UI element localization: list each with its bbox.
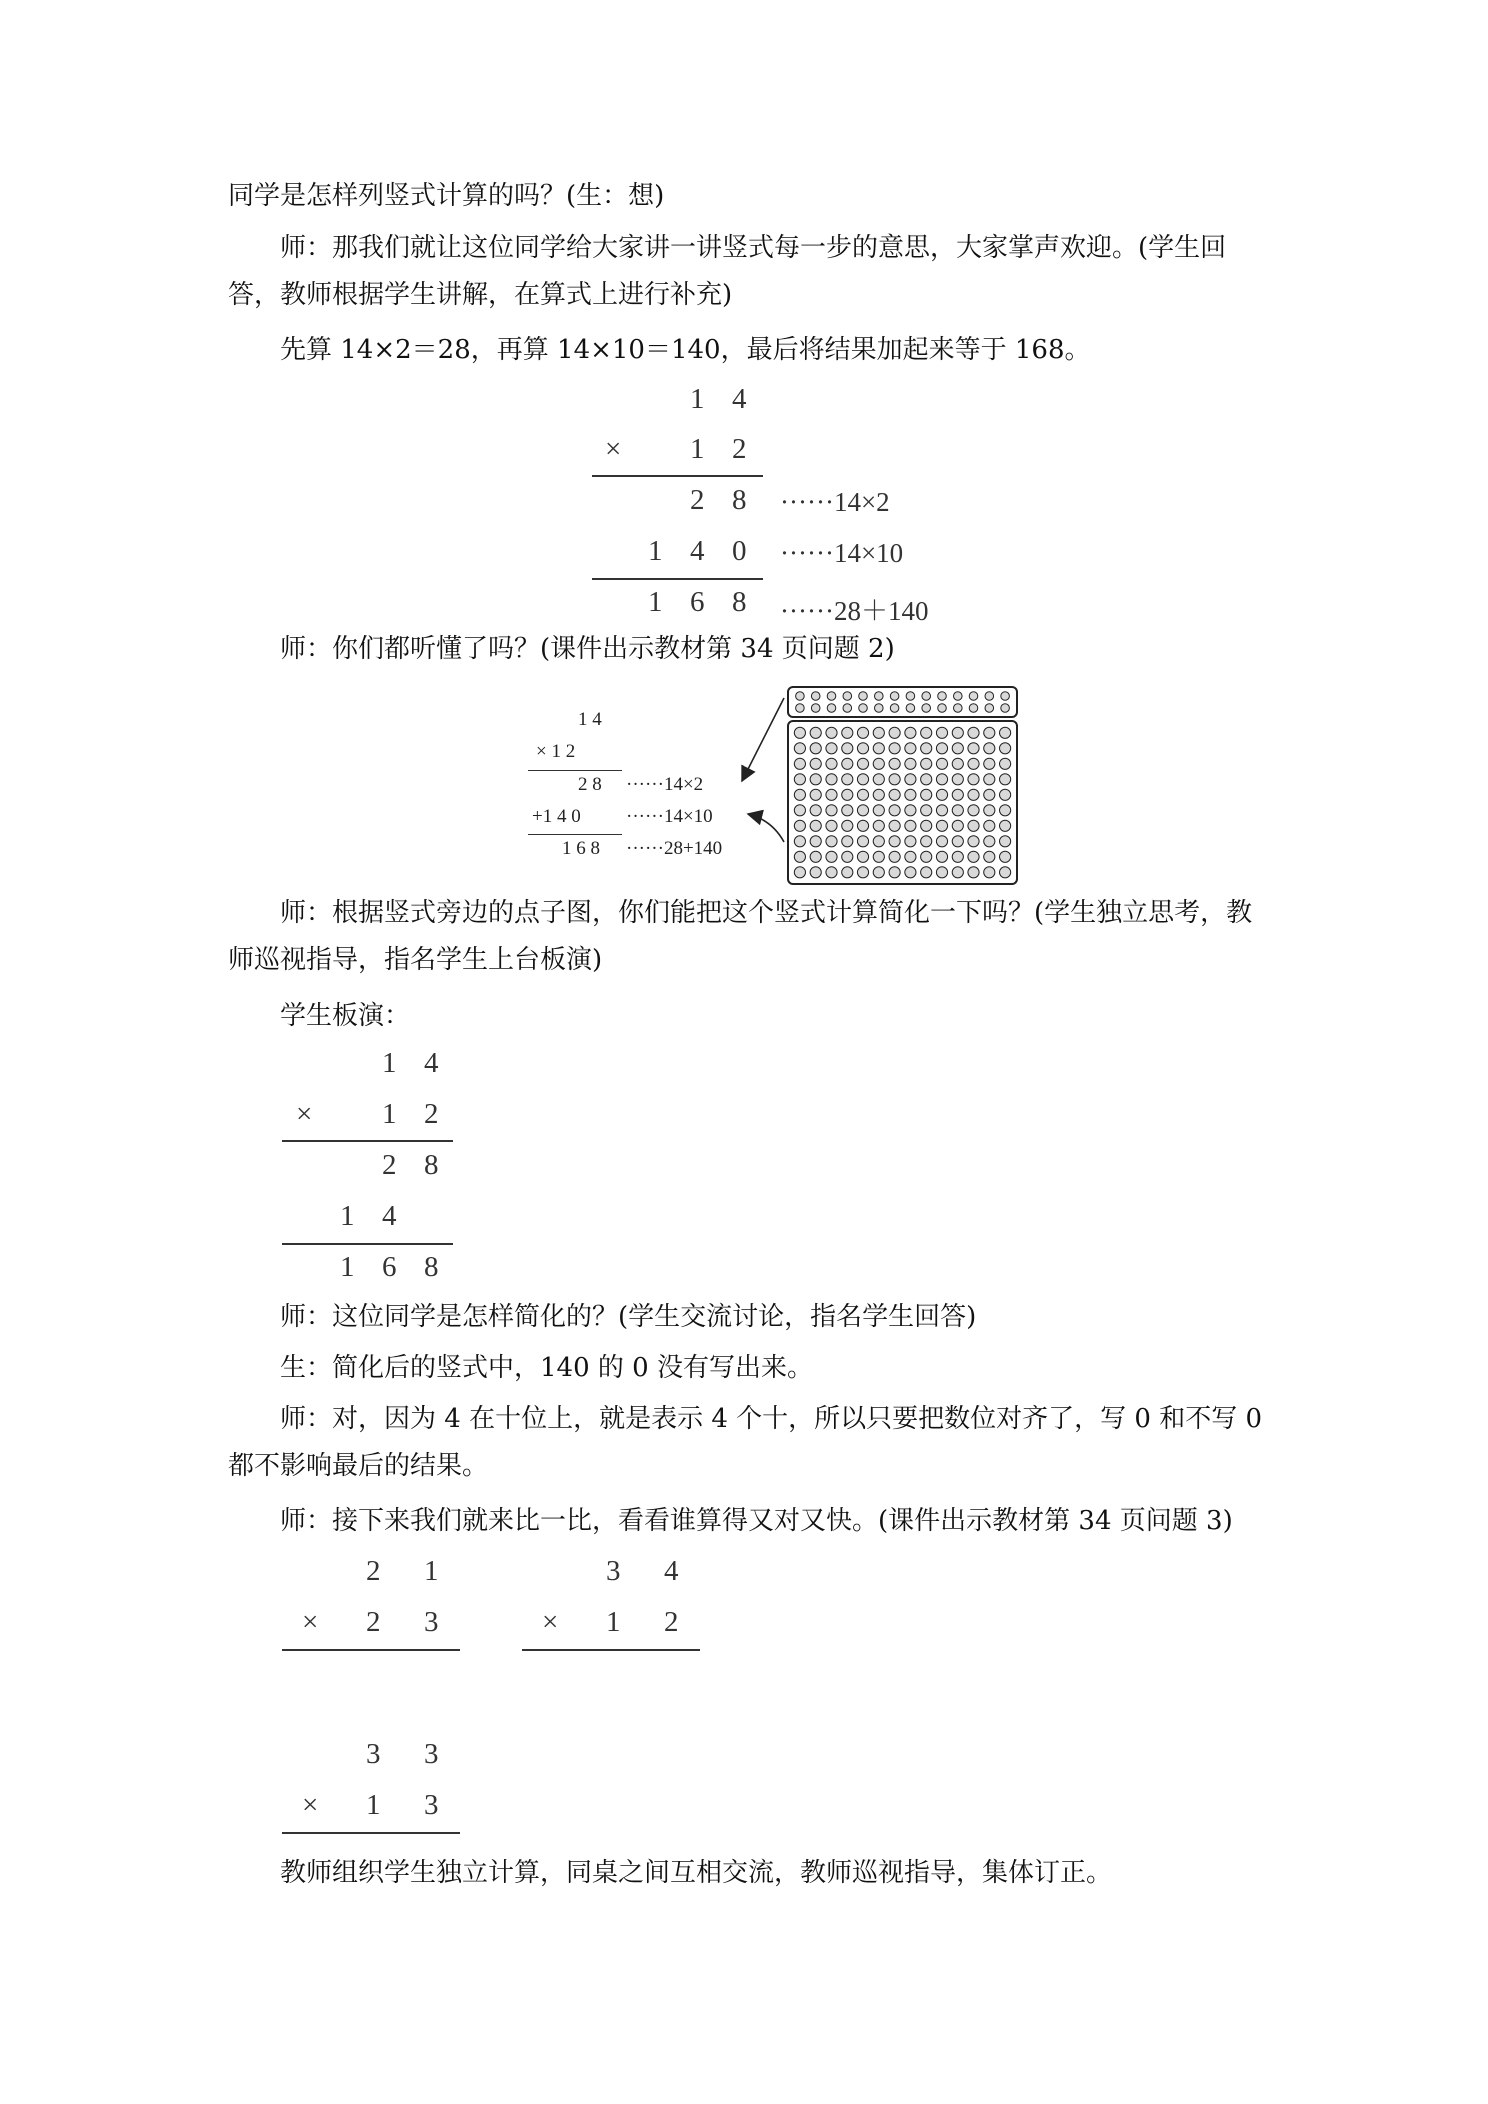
grid-dot	[859, 704, 868, 713]
grid-dot	[842, 743, 853, 754]
grid-dot	[952, 820, 963, 831]
grid-dot	[889, 774, 900, 785]
fig-result: 1 6 8	[562, 838, 600, 859]
grid-dot	[826, 758, 837, 769]
grid-dot	[968, 805, 979, 816]
calc1-note-3: ······28＋140	[780, 596, 929, 626]
grid-dot	[875, 692, 884, 701]
ex1-line	[282, 1649, 460, 1651]
grid-dot	[969, 692, 978, 701]
grid-dot	[842, 820, 853, 831]
grid-dot	[985, 692, 994, 701]
grid-dot	[954, 692, 963, 701]
calc1-mul-ones: 2	[732, 433, 747, 465]
grid-dot	[826, 789, 837, 800]
ex2-line	[522, 1649, 700, 1651]
grid-dot	[794, 836, 805, 847]
grid-dot	[922, 692, 931, 701]
grid-dot	[857, 774, 868, 785]
paragraph-intro: 同学是怎样列竖式计算的吗？(生：想)	[228, 181, 665, 211]
calc1-row2-tens: 4	[690, 535, 705, 567]
dot-grid-main-frame	[788, 721, 1017, 884]
grid-dot	[968, 758, 979, 769]
grid-dot	[826, 851, 837, 862]
calc2-row2-tens: 4	[382, 1200, 397, 1232]
paragraph-student-answer: 生：简化后的竖式中，140 的 0 没有写出来。	[280, 1353, 813, 1383]
ex2-multiply-sign: ×	[542, 1606, 559, 1638]
grid-dot	[1000, 727, 1011, 738]
grid-dot	[921, 789, 932, 800]
calc2-multiply-sign: ×	[296, 1098, 313, 1130]
grid-dot	[905, 851, 916, 862]
grid-dot	[984, 805, 995, 816]
grid-dot	[985, 704, 994, 713]
grid-dot	[857, 836, 868, 847]
grid-dot	[873, 743, 884, 754]
grid-dot	[889, 836, 900, 847]
grid-dot	[905, 789, 916, 800]
grid-dot	[810, 851, 821, 862]
grid-dot	[889, 805, 900, 816]
grid-dot	[842, 805, 853, 816]
grid-dot	[938, 704, 947, 713]
grid-dot	[1000, 774, 1011, 785]
grid-dot	[921, 774, 932, 785]
grid-dot	[794, 774, 805, 785]
grid-dot	[873, 820, 884, 831]
grid-dot	[984, 789, 995, 800]
grid-dot	[954, 704, 963, 713]
grid-dot	[810, 867, 821, 878]
ex3-top-ones: 3	[424, 1738, 439, 1770]
grid-dot	[842, 836, 853, 847]
grid-dot	[794, 867, 805, 878]
grid-dot	[826, 867, 837, 878]
grid-dot	[889, 867, 900, 878]
grid-dot	[921, 727, 932, 738]
grid-dot	[857, 820, 868, 831]
calc1-multiply-sign: ×	[605, 433, 622, 465]
calc1-top-ones: 4	[732, 383, 747, 415]
grid-dot	[905, 867, 916, 878]
dot-grid-top-frame	[788, 687, 1017, 717]
calc2-line-1	[282, 1140, 453, 1142]
grid-dot	[811, 704, 820, 713]
calc1-row1-ones: 8	[732, 484, 747, 516]
grid-dot	[873, 836, 884, 847]
grid-dot	[936, 789, 947, 800]
grid-dot	[810, 758, 821, 769]
grid-dot	[857, 727, 868, 738]
grid-dot	[810, 743, 821, 754]
grid-dot	[811, 692, 820, 701]
paragraph-teacher-explain: 师：那我们就让这位同学给大家讲一讲竖式每一步的意思，大家掌声欢迎。(学生回答，教师根据学生讲解，在算式上进行补充)	[228, 233, 1227, 310]
grid-dot	[984, 867, 995, 878]
paragraph-teacher-confirm: 师：对，因为 4 在十位上，就是表示 4 个十，所以只要把数位对齐了，写 0 和不写 0 都不影响最后的结果。	[228, 1404, 1263, 1481]
calc1-note-1: ······14×2	[780, 487, 890, 517]
grid-dot	[968, 774, 979, 785]
ex3-top-tens: 3	[366, 1738, 381, 1770]
fig-top: 1 4	[578, 709, 602, 730]
arrow-to-row2	[748, 814, 784, 842]
grid-dot	[968, 820, 979, 831]
grid-dot	[968, 727, 979, 738]
grid-dot	[1000, 836, 1011, 847]
grid-dot	[984, 774, 995, 785]
calc2-mul-ones: 2	[424, 1098, 439, 1130]
grid-dot	[873, 867, 884, 878]
grid-dot	[873, 727, 884, 738]
grid-dot	[952, 851, 963, 862]
grid-dot	[905, 836, 916, 847]
ex1-mul-tens: 2	[366, 1606, 381, 1638]
grid-dot	[827, 692, 836, 701]
calc2-row1-ones: 8	[424, 1149, 439, 1181]
grid-dot	[938, 692, 947, 701]
calc1-note-2: ······14×10	[780, 538, 904, 568]
grid-dot	[889, 851, 900, 862]
grid-dot	[873, 758, 884, 769]
grid-dot	[968, 743, 979, 754]
grid-dot	[921, 805, 932, 816]
grid-dot	[796, 692, 805, 701]
grid-dot	[936, 851, 947, 862]
grid-dot	[936, 805, 947, 816]
grid-dot	[794, 743, 805, 754]
paragraph-steps: 先算 14×2＝28，再算 14×10＝140，最后将结果加起来等于 168。	[280, 335, 1091, 365]
dot-grid-top-dots	[796, 692, 1010, 713]
grid-dot	[826, 743, 837, 754]
grid-dot	[826, 774, 837, 785]
fig-row1: 2 8	[578, 774, 602, 795]
calc1-row2-ones: 0	[732, 535, 747, 567]
grid-dot	[984, 820, 995, 831]
grid-dot	[857, 851, 868, 862]
arrow-to-row1	[742, 698, 784, 781]
grid-dot	[857, 789, 868, 800]
grid-dot	[968, 836, 979, 847]
grid-dot	[921, 836, 932, 847]
grid-dot	[827, 704, 836, 713]
fig-row2: +1 4 0	[532, 806, 581, 827]
grid-dot	[1000, 851, 1011, 862]
grid-dot	[1000, 820, 1011, 831]
paragraph-how-simplified: 师：这位同学是怎样简化的？(学生交流讨论，指名学生回答)	[280, 1302, 977, 1332]
grid-dot	[936, 743, 947, 754]
grid-dot	[984, 758, 995, 769]
calc1-result-hundreds: 1	[648, 586, 663, 618]
grid-dot	[810, 805, 821, 816]
grid-dot	[842, 867, 853, 878]
grid-dot	[936, 727, 947, 738]
grid-dot	[906, 692, 915, 701]
calc2-result-tens: 6	[382, 1251, 397, 1283]
grid-dot	[968, 851, 979, 862]
grid-dot	[952, 774, 963, 785]
grid-dot	[875, 704, 884, 713]
ex1-top-ones: 1	[424, 1555, 439, 1587]
grid-dot	[890, 704, 899, 713]
grid-dot	[952, 805, 963, 816]
ex1-mul-ones: 3	[424, 1606, 439, 1638]
grid-dot	[810, 727, 821, 738]
grid-dot	[984, 743, 995, 754]
grid-dot	[905, 758, 916, 769]
grid-dot	[952, 836, 963, 847]
grid-dot	[936, 774, 947, 785]
grid-dot	[968, 789, 979, 800]
grid-dot	[842, 851, 853, 862]
grid-dot	[794, 805, 805, 816]
grid-dot	[1001, 692, 1010, 701]
grid-dot	[796, 704, 805, 713]
grid-dot	[984, 727, 995, 738]
grid-dot	[936, 836, 947, 847]
grid-dot	[889, 743, 900, 754]
grid-dot	[905, 727, 916, 738]
grid-dot	[826, 727, 837, 738]
grid-dot	[810, 836, 821, 847]
grid-dot	[857, 743, 868, 754]
grid-dot	[889, 758, 900, 769]
grid-dot	[842, 774, 853, 785]
paragraph-closing: 教师组织学生独立计算，同桌之间互相交流，教师巡视指导，集体订正。	[280, 1858, 1113, 1888]
grid-dot	[905, 820, 916, 831]
grid-dot	[890, 692, 899, 701]
grid-dot	[810, 789, 821, 800]
grid-dot	[1000, 758, 1011, 769]
calc1-result-ones: 8	[732, 586, 747, 618]
ex2-mul-tens: 1	[606, 1606, 621, 1638]
calc1-top-tens: 1	[690, 383, 705, 415]
grid-dot	[906, 704, 915, 713]
grid-dot	[843, 704, 852, 713]
grid-dot	[889, 727, 900, 738]
grid-dot	[922, 704, 931, 713]
grid-dot	[810, 774, 821, 785]
grid-dot	[921, 867, 932, 878]
fig-note-2: ······14×10	[626, 806, 713, 827]
grid-dot	[826, 820, 837, 831]
ex3-mul-ones: 3	[424, 1789, 439, 1821]
paragraph-board: 学生板演：	[280, 1001, 411, 1031]
grid-dot	[794, 789, 805, 800]
grid-dot	[921, 820, 932, 831]
calc2-top-tens: 1	[382, 1047, 397, 1079]
grid-dot	[905, 805, 916, 816]
grid-dot	[1000, 789, 1011, 800]
grid-dot	[889, 820, 900, 831]
fig-note-1: ······14×2	[626, 774, 704, 795]
grid-dot	[1000, 743, 1011, 754]
grid-dot	[1000, 805, 1011, 816]
grid-dot	[952, 789, 963, 800]
dot-grid-main-dots	[794, 727, 1010, 878]
ex1-top-tens: 2	[366, 1555, 381, 1587]
ex2-mul-ones: 2	[664, 1606, 679, 1638]
grid-dot	[921, 758, 932, 769]
grid-dot	[859, 692, 868, 701]
calc2-mul-tens: 1	[382, 1098, 397, 1130]
grid-dot	[842, 789, 853, 800]
grid-dot	[905, 743, 916, 754]
fig-mul: × 1 2	[536, 741, 576, 762]
ex1-multiply-sign: ×	[302, 1606, 319, 1638]
paragraph-question-3: 师：接下来我们就来比一比，看看谁算得又对又快。(课件出示教材第 34 页问题 3)	[280, 1506, 1233, 1536]
calc2-row1-tens: 2	[382, 1149, 397, 1181]
grid-dot	[794, 820, 805, 831]
fig-note-3: ······28+140	[626, 838, 723, 859]
grid-dot	[794, 727, 805, 738]
grid-dot	[857, 867, 868, 878]
calc2-row2-hundreds: 1	[340, 1200, 355, 1232]
ex3-mul-tens: 1	[366, 1789, 381, 1821]
ex3-line	[282, 1832, 460, 1834]
grid-dot	[984, 851, 995, 862]
grid-dot	[921, 851, 932, 862]
grid-dot	[857, 805, 868, 816]
grid-dot	[842, 758, 853, 769]
calc1-result-tens: 6	[690, 586, 705, 618]
ex2-top-ones: 4	[664, 1555, 679, 1587]
grid-dot	[1001, 704, 1010, 713]
grid-dot	[936, 758, 947, 769]
grid-dot	[969, 704, 978, 713]
grid-dot	[936, 867, 947, 878]
calc1-row1-tens: 2	[690, 484, 705, 516]
grid-dot	[1000, 867, 1011, 878]
grid-dot	[794, 851, 805, 862]
grid-dot	[873, 851, 884, 862]
grid-dot	[921, 743, 932, 754]
grid-dot	[952, 867, 963, 878]
grid-dot	[826, 805, 837, 816]
grid-dot	[873, 805, 884, 816]
calc1-row2-hundreds: 1	[648, 535, 663, 567]
grid-dot	[842, 727, 853, 738]
calc2-top-ones: 4	[424, 1047, 439, 1079]
grid-dot	[952, 743, 963, 754]
grid-dot	[984, 836, 995, 847]
grid-dot	[873, 774, 884, 785]
grid-dot	[826, 836, 837, 847]
grid-dot	[873, 789, 884, 800]
ex2-top-tens: 3	[606, 1555, 621, 1587]
grid-dot	[857, 758, 868, 769]
grid-dot	[936, 820, 947, 831]
calc1-mul-tens: 1	[690, 433, 705, 465]
grid-dot	[968, 867, 979, 878]
grid-dot	[889, 789, 900, 800]
grid-dot	[952, 758, 963, 769]
grid-dot	[843, 692, 852, 701]
calc2-result-ones: 8	[424, 1251, 439, 1283]
calc2-line-2	[282, 1243, 453, 1245]
ex3-multiply-sign: ×	[302, 1789, 319, 1821]
grid-dot	[810, 820, 821, 831]
grid-dot	[794, 758, 805, 769]
paragraph-question-2: 师：你们都听懂了吗？(课件出示教材第 34 页问题 2)	[280, 634, 895, 664]
calc2-result-hundreds: 1	[340, 1251, 355, 1283]
paragraph-simplify: 师：根据竖式旁边的点子图，你们能把这个竖式计算简化一下吗？(学生独立思考，教师巡视指导，指名学生上台板演)	[228, 898, 1253, 975]
grid-dot	[952, 727, 963, 738]
grid-dot	[905, 774, 916, 785]
